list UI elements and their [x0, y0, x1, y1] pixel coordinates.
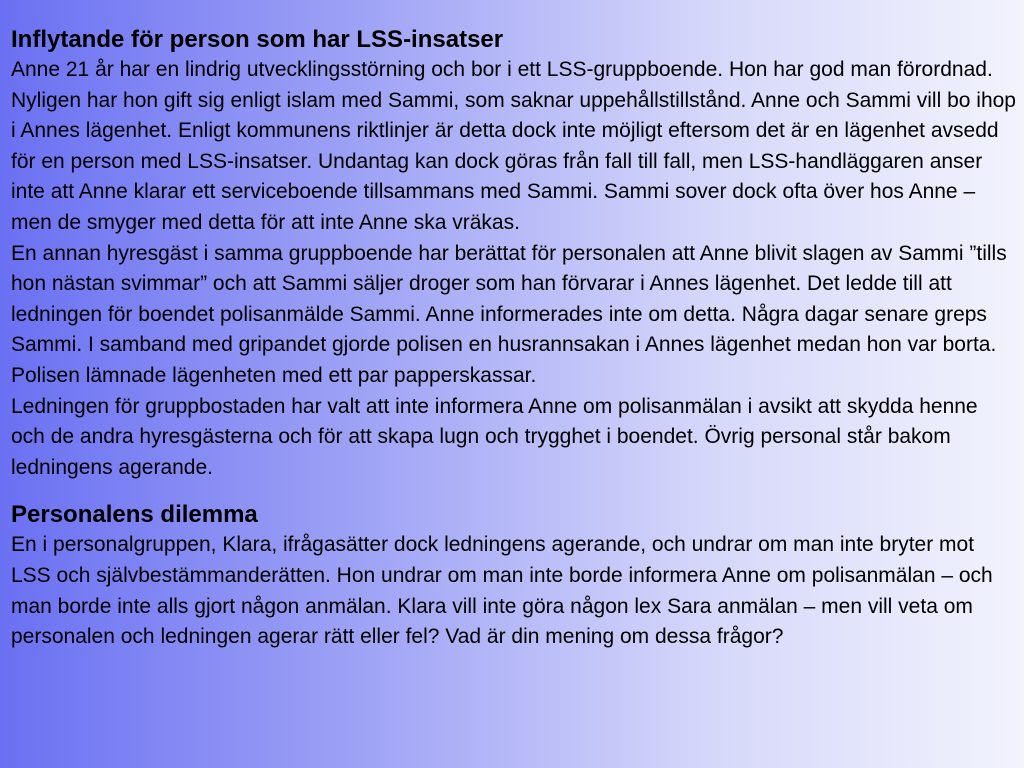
- dilemma-heading: Personalens dilemma: [11, 501, 258, 529]
- case-heading: Inflytande för person som har LSS-insatser: [11, 26, 504, 53]
- dilemma-paragraph: En i personalgruppen, Klara, ifrågasätter dock ledningens agerande, och undrar om man inte bryter mot LSS och självbestämmanderätten. Hon undrar om man inte borde informera Anne om polisanmälan – och man borde inte alls gjort någon anmälan. Klara vill inte göra någon lex Sara anmälan – men vill veta om personalen och ledningen agerar rätt eller fel? Vad är din mening om dessa frågor?: [11, 533, 993, 649]
- case-paragraph-police-report: En annan hyresgäst i samma gruppboende har berättat för personalen att Anne blivit slagen av Sammi ”tills hon nästan svimmar” och att Sammi säljer droger som han förvarar i Annes lägenhet. Det ledde till att ledningen för boendet polisanmälde Sammi. Anne informerades inte om detta. Några dagar senare greps Sammi. I samband med gripandet gjorde polisen en husrannsakan i Annes lägenhet medan hon var borta. Polisen lämnade lägenheten med ett par papperskassar.: [11, 241, 1007, 387]
- dilemma-section: [11, 499, 1017, 652]
- case-paragraph-management-decision: Ledningen för gruppbostaden har valt att inte informera Anne om polisanmälan i avsikt att skydda henne och de andra hyresgästerna och för att skapa lugn och trygghet i boendet. Övrig personal står bakom ledningens agerande.: [11, 394, 978, 479]
- case-description-section: [11, 24, 1017, 483]
- slide-content: [11, 24, 1017, 653]
- case-paragraph-background: Anne 21 år har en lindrig utvecklingsstörning och bor i ett LSS-gruppboende. Hon har god man förordnad. Nyligen har hon gift sig enligt islam med Sammi, som saknar uppehållstillstånd. Anne och Sammi vill bo ihop i Annes lägenhet. Enligt kommunens riktlinjer är detta dock inte möjligt eftersom det är en lägenhet avsedd för en person med LSS-insatser. Undantag kan dock göras från fall till fall, men LSS-handläggaren anser inte att Anne klarar ett serviceboende tillsammans med Sammi. Sammi sover dock ofta över hos Anne – men de smyger med detta för att inte Anne ska vräkas.: [11, 58, 1016, 234]
